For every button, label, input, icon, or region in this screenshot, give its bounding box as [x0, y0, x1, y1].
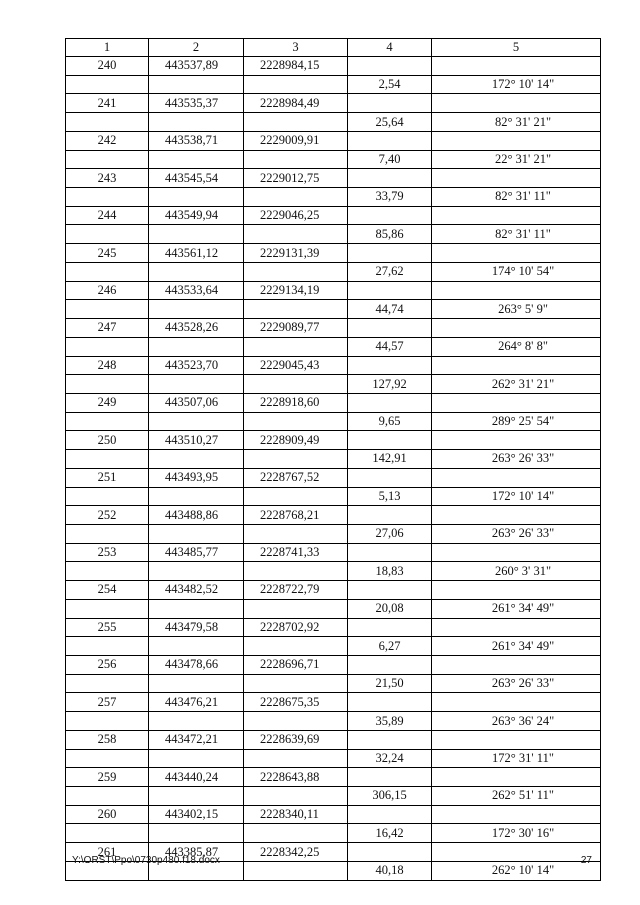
table-row: [66, 674, 601, 693]
angle-cell: 260° 3' 31": [432, 562, 601, 581]
point-cell: [66, 787, 149, 806]
table-row: [66, 656, 601, 675]
angle-cell: 263° 36' 24": [432, 712, 601, 731]
angle-cell: 261° 34' 49": [432, 599, 601, 618]
y-coordinate-cell: 2228768,21: [244, 506, 348, 525]
y-coordinate-cell: [244, 674, 348, 693]
point-cell: [66, 562, 149, 581]
x-coordinate-cell: [149, 337, 244, 356]
y-coordinate-cell: 2228984,15: [244, 57, 348, 76]
y-coordinate-cell: 2228639,69: [244, 730, 348, 749]
x-coordinate-cell: [149, 375, 244, 394]
point-cell: 258: [66, 730, 149, 749]
point-cell: 254: [66, 581, 149, 600]
point-cell: [66, 113, 149, 132]
point-cell: 255: [66, 618, 149, 637]
table-row: [66, 787, 601, 806]
y-coordinate-cell: [244, 225, 348, 244]
x-coordinate-cell: 443538,71: [149, 131, 244, 150]
point-cell: [66, 75, 149, 94]
point-cell: [66, 749, 149, 768]
x-coordinate-cell: [149, 188, 244, 207]
distance-cell: 20,08: [348, 599, 432, 618]
point-cell: 257: [66, 693, 149, 712]
y-coordinate-cell: 2228984,49: [244, 94, 348, 113]
y-coordinate-cell: [244, 375, 348, 394]
y-coordinate-cell: [244, 450, 348, 469]
y-coordinate-cell: 2229134,19: [244, 281, 348, 300]
y-coordinate-cell: 2228741,33: [244, 543, 348, 562]
angle-cell: 262° 51' 11": [432, 787, 601, 806]
angle-cell: [432, 468, 601, 487]
y-coordinate-cell: [244, 824, 348, 843]
angle-cell: [432, 730, 601, 749]
x-coordinate-cell: 443478,66: [149, 656, 244, 675]
table-row: [66, 768, 601, 787]
distance-cell: [348, 244, 432, 263]
x-coordinate-cell: [149, 113, 244, 132]
distance-cell: [348, 693, 432, 712]
x-coordinate-cell: 443472,21: [149, 730, 244, 749]
distance-cell: 5,13: [348, 487, 432, 506]
table-row: [66, 244, 601, 263]
angle-cell: 261° 34' 49": [432, 637, 601, 656]
distance-cell: [348, 730, 432, 749]
distance-cell: 27,06: [348, 524, 432, 543]
y-coordinate-cell: [244, 599, 348, 618]
x-coordinate-cell: [149, 599, 244, 618]
x-coordinate-cell: 443482,52: [149, 581, 244, 600]
y-coordinate-cell: 2229089,77: [244, 319, 348, 338]
y-coordinate-cell: [244, 412, 348, 431]
x-coordinate-cell: 443523,70: [149, 356, 244, 375]
angle-cell: 263° 5' 9": [432, 300, 601, 319]
point-cell: 261: [66, 843, 149, 862]
table-row: [66, 749, 601, 768]
x-coordinate-cell: [149, 712, 244, 731]
distance-cell: [348, 768, 432, 787]
table-row: [66, 57, 601, 76]
header-col-2: 2: [149, 39, 244, 57]
distance-cell: 16,42: [348, 824, 432, 843]
distance-cell: [348, 581, 432, 600]
point-cell: [66, 824, 149, 843]
point-cell: [66, 712, 149, 731]
table-row: [66, 618, 601, 637]
distance-cell: 32,24: [348, 749, 432, 768]
angle-cell: [432, 581, 601, 600]
x-coordinate-cell: [149, 262, 244, 281]
table-row: [66, 543, 601, 562]
y-coordinate-cell: [244, 262, 348, 281]
distance-cell: 142,91: [348, 450, 432, 469]
y-coordinate-cell: [244, 562, 348, 581]
point-cell: [66, 150, 149, 169]
point-cell: 241: [66, 94, 149, 113]
point-cell: [66, 674, 149, 693]
x-coordinate-cell: 443507,06: [149, 393, 244, 412]
distance-cell: 35,89: [348, 712, 432, 731]
table-row: [66, 393, 601, 412]
y-coordinate-cell: 2228702,92: [244, 618, 348, 637]
distance-cell: [348, 805, 432, 824]
distance-cell: [348, 656, 432, 675]
y-coordinate-cell: [244, 150, 348, 169]
angle-cell: 263° 26' 33": [432, 450, 601, 469]
table-row: [66, 300, 601, 319]
angle-cell: [432, 356, 601, 375]
point-cell: [66, 188, 149, 207]
y-coordinate-cell: [244, 637, 348, 656]
table-row: [66, 319, 601, 338]
y-coordinate-cell: 2229009,91: [244, 131, 348, 150]
point-cell: [66, 337, 149, 356]
x-coordinate-cell: 443485,77: [149, 543, 244, 562]
x-coordinate-cell: [149, 749, 244, 768]
table-row: [66, 94, 601, 113]
distance-cell: 27,62: [348, 262, 432, 281]
point-cell: 260: [66, 805, 149, 824]
x-coordinate-cell: 443385,87: [149, 843, 244, 862]
y-coordinate-cell: [244, 75, 348, 94]
distance-cell: [348, 543, 432, 562]
header-col-1: 1: [66, 39, 149, 57]
x-coordinate-cell: [149, 787, 244, 806]
x-coordinate-cell: 443510,27: [149, 431, 244, 450]
y-coordinate-cell: 2229045,43: [244, 356, 348, 375]
distance-cell: [348, 393, 432, 412]
point-cell: [66, 637, 149, 656]
y-coordinate-cell: [244, 300, 348, 319]
distance-cell: 21,50: [348, 674, 432, 693]
angle-cell: [432, 768, 601, 787]
distance-cell: [348, 94, 432, 113]
header-col-5: 5: [432, 39, 601, 57]
table-row: [66, 730, 601, 749]
point-cell: 245: [66, 244, 149, 263]
x-coordinate-cell: 443561,12: [149, 244, 244, 263]
header-col-4: 4: [348, 39, 432, 57]
point-cell: 251: [66, 468, 149, 487]
angle-cell: [432, 693, 601, 712]
table-row: [66, 487, 601, 506]
point-cell: 244: [66, 206, 149, 225]
table-row: [66, 113, 601, 132]
angle-cell: 172° 30' 16": [432, 824, 601, 843]
y-coordinate-cell: 2228675,35: [244, 693, 348, 712]
x-coordinate-cell: 443488,86: [149, 506, 244, 525]
x-coordinate-cell: 443493,95: [149, 468, 244, 487]
point-cell: 259: [66, 768, 149, 787]
point-cell: 253: [66, 543, 149, 562]
table-row: [66, 581, 601, 600]
table-row: [66, 281, 601, 300]
distance-cell: [348, 356, 432, 375]
point-cell: 240: [66, 57, 149, 76]
x-coordinate-cell: [149, 524, 244, 543]
angle-cell: 172° 10' 14": [432, 75, 601, 94]
distance-cell: [348, 506, 432, 525]
angle-cell: [432, 543, 601, 562]
angle-cell: 174° 10' 54": [432, 262, 601, 281]
point-cell: 246: [66, 281, 149, 300]
x-coordinate-cell: [149, 300, 244, 319]
point-cell: [66, 487, 149, 506]
y-coordinate-cell: 2229046,25: [244, 206, 348, 225]
y-coordinate-cell: 2228340,11: [244, 805, 348, 824]
point-cell: 252: [66, 506, 149, 525]
table-row: [66, 150, 601, 169]
y-coordinate-cell: [244, 113, 348, 132]
distance-cell: 127,92: [348, 375, 432, 394]
table-row: [66, 637, 601, 656]
x-coordinate-cell: [149, 450, 244, 469]
angle-cell: [432, 206, 601, 225]
y-coordinate-cell: 2228342,25: [244, 843, 348, 862]
angle-cell: [432, 281, 601, 300]
table-row: [66, 431, 601, 450]
x-coordinate-cell: [149, 75, 244, 94]
table-row: [66, 693, 601, 712]
x-coordinate-cell: 443549,94: [149, 206, 244, 225]
angle-cell: 263° 26' 33": [432, 524, 601, 543]
distance-cell: [348, 169, 432, 188]
y-coordinate-cell: [244, 188, 348, 207]
x-coordinate-cell: [149, 487, 244, 506]
angle-cell: [432, 618, 601, 637]
point-cell: [66, 225, 149, 244]
angle-cell: 82° 31' 11": [432, 188, 601, 207]
x-coordinate-cell: 443535,37: [149, 94, 244, 113]
table-row: [66, 562, 601, 581]
distance-cell: [348, 319, 432, 338]
distance-cell: 40,18: [348, 861, 432, 880]
y-coordinate-cell: [244, 712, 348, 731]
angle-cell: [432, 169, 601, 188]
footer-file-path: Y:\ORST\Ppo\0730p480.f18.docx: [72, 855, 220, 866]
distance-cell: 33,79: [348, 188, 432, 207]
distance-cell: [348, 468, 432, 487]
table-row: [66, 225, 601, 244]
point-cell: 248: [66, 356, 149, 375]
angle-cell: [432, 393, 601, 412]
angle-cell: [432, 506, 601, 525]
y-coordinate-cell: 2228643,88: [244, 768, 348, 787]
point-cell: 243: [66, 169, 149, 188]
header-col-3: 3: [244, 39, 348, 57]
y-coordinate-cell: [244, 787, 348, 806]
table-row: [66, 506, 601, 525]
table-row: [66, 468, 601, 487]
distance-cell: 25,64: [348, 113, 432, 132]
y-coordinate-cell: 2229131,39: [244, 244, 348, 263]
angle-cell: 22° 31' 21": [432, 150, 601, 169]
table-row: [66, 356, 601, 375]
footer-page-number: 27: [580, 855, 592, 866]
point-cell: [66, 300, 149, 319]
distance-cell: 44,57: [348, 337, 432, 356]
distance-cell: 306,15: [348, 787, 432, 806]
x-coordinate-cell: 443440,24: [149, 768, 244, 787]
y-coordinate-cell: [244, 487, 348, 506]
point-cell: [66, 524, 149, 543]
angle-cell: 172° 10' 14": [432, 487, 601, 506]
table-row: [66, 450, 601, 469]
angle-cell: 263° 26' 33": [432, 674, 601, 693]
x-coordinate-cell: 443533,64: [149, 281, 244, 300]
distance-cell: 7,40: [348, 150, 432, 169]
header-row: [66, 39, 601, 57]
distance-cell: [348, 57, 432, 76]
table-row: [66, 75, 601, 94]
distance-cell: 44,74: [348, 300, 432, 319]
x-coordinate-cell: 443545,54: [149, 169, 244, 188]
y-coordinate-cell: 2228722,79: [244, 581, 348, 600]
table-row: [66, 337, 601, 356]
x-coordinate-cell: [149, 225, 244, 244]
angle-cell: 264° 8' 8": [432, 337, 601, 356]
x-coordinate-cell: 443476,21: [149, 693, 244, 712]
distance-cell: 9,65: [348, 412, 432, 431]
table-row: [66, 169, 601, 188]
point-cell: 249: [66, 393, 149, 412]
angle-cell: [432, 843, 601, 862]
x-coordinate-cell: [149, 824, 244, 843]
distance-cell: 2,54: [348, 75, 432, 94]
table-row: [66, 188, 601, 207]
y-coordinate-cell: 2228767,52: [244, 468, 348, 487]
table-row: [66, 375, 601, 394]
y-coordinate-cell: [244, 749, 348, 768]
distance-cell: [348, 131, 432, 150]
point-cell: [66, 599, 149, 618]
table-row: [66, 524, 601, 543]
angle-cell: [432, 244, 601, 263]
point-cell: [66, 450, 149, 469]
point-cell: [66, 262, 149, 281]
table-row: [66, 712, 601, 731]
table-row: [66, 412, 601, 431]
point-cell: [66, 412, 149, 431]
angle-cell: 82° 31' 11": [432, 225, 601, 244]
x-coordinate-cell: [149, 150, 244, 169]
x-coordinate-cell: [149, 674, 244, 693]
distance-cell: [348, 843, 432, 862]
x-coordinate-cell: 443479,58: [149, 618, 244, 637]
y-coordinate-cell: [244, 861, 348, 880]
y-coordinate-cell: [244, 337, 348, 356]
distance-cell: 85,86: [348, 225, 432, 244]
distance-cell: [348, 431, 432, 450]
y-coordinate-cell: 2228909,49: [244, 431, 348, 450]
distance-cell: [348, 281, 432, 300]
point-cell: 247: [66, 319, 149, 338]
x-coordinate-cell: 443402,15: [149, 805, 244, 824]
table-row: [66, 131, 601, 150]
distance-cell: 6,27: [348, 637, 432, 656]
distance-cell: 18,83: [348, 562, 432, 581]
x-coordinate-cell: [149, 637, 244, 656]
angle-cell: [432, 431, 601, 450]
distance-cell: [348, 206, 432, 225]
angle-cell: [432, 319, 601, 338]
x-coordinate-cell: 443537,89: [149, 57, 244, 76]
table-row: [66, 824, 601, 843]
angle-cell: [432, 94, 601, 113]
table-row: [66, 206, 601, 225]
x-coordinate-cell: [149, 562, 244, 581]
y-coordinate-cell: 2228696,71: [244, 656, 348, 675]
angle-cell: 172° 31' 11": [432, 749, 601, 768]
y-coordinate-cell: 2228918,60: [244, 393, 348, 412]
angle-cell: [432, 57, 601, 76]
angle-cell: 262° 31' 21": [432, 375, 601, 394]
point-cell: [66, 375, 149, 394]
angle-cell: 289° 25' 54": [432, 412, 601, 431]
distance-cell: [348, 618, 432, 637]
y-coordinate-cell: 2229012,75: [244, 169, 348, 188]
angle-cell: [432, 656, 601, 675]
angle-cell: 82° 31' 21": [432, 113, 601, 132]
table-row: [66, 599, 601, 618]
point-cell: 256: [66, 656, 149, 675]
point-cell: 250: [66, 431, 149, 450]
y-coordinate-cell: [244, 524, 348, 543]
table-row: [66, 262, 601, 281]
x-coordinate-cell: [149, 412, 244, 431]
angle-cell: 262° 10' 14": [432, 861, 601, 880]
coordinates-table: [65, 38, 601, 881]
x-coordinate-cell: 443528,26: [149, 319, 244, 338]
table-row: [66, 805, 601, 824]
angle-cell: [432, 805, 601, 824]
point-cell: 242: [66, 131, 149, 150]
angle-cell: [432, 131, 601, 150]
